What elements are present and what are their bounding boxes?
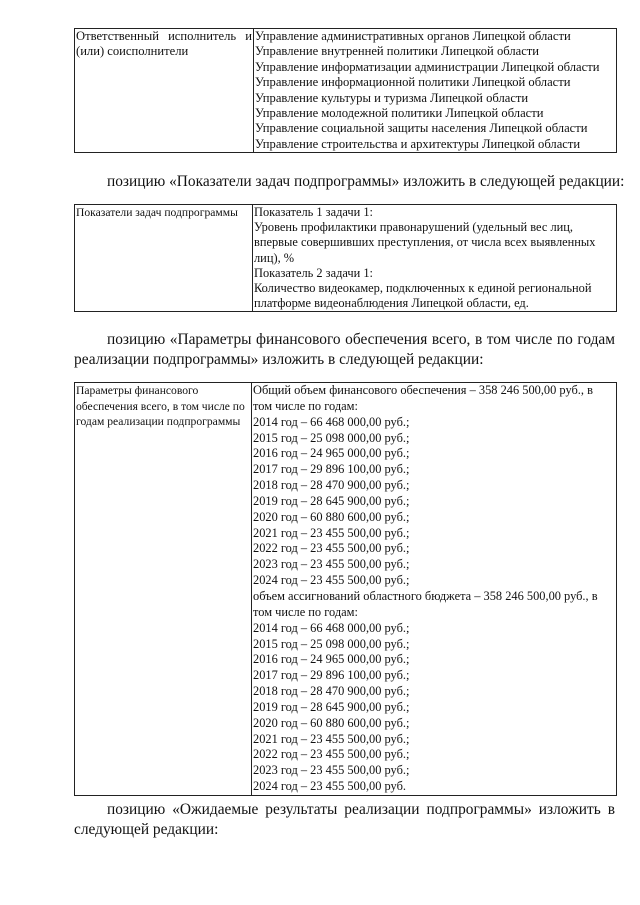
year-line: 2022 год – 23 455 500,00 руб.;	[253, 541, 410, 556]
year-line: 2014 год – 66 468 000,00 руб.;	[253, 414, 410, 429]
year-line: 2018 год – 28 470 900,00 руб.;	[253, 684, 410, 699]
paragraph-expected-results: позицию «Ожидаемые результаты реализации подпрограммы» изложить в следующей редакции:	[74, 801, 615, 838]
finance-content	[252, 383, 617, 796]
year-line: 2015 год – 25 098 000,00 руб.;	[253, 636, 410, 651]
paragraph-indicators: позицию «Показатели задач подпрограммы» изложить в следующей редакции:	[107, 173, 625, 190]
indicators-label: Показатели задач подпрограммы	[75, 205, 253, 312]
year-line: 2022 год – 23 455 500,00 руб.;	[253, 747, 410, 762]
table-row	[75, 29, 617, 153]
list-item: Управление информационной политики Липецкой области	[255, 75, 571, 90]
year-line: 2021 год – 23 455 500,00 руб.;	[253, 525, 410, 540]
list-item: Управление культуры и туризма Липецкой области	[255, 90, 529, 105]
year-line: 2020 год – 60 880 600,00 руб.;	[253, 715, 410, 730]
finance-years-regional	[253, 621, 615, 795]
list-item: Управление информатизации администрации Липецкой области	[255, 59, 600, 74]
indicator-heading: Показатель 2 задачи 1:	[254, 265, 373, 280]
indicator-heading: Показатель 1 задачи 1:	[254, 205, 373, 219]
year-line: 2024 год – 23 455 500,00 руб.;	[253, 573, 410, 588]
finance-table	[74, 382, 617, 796]
table-row	[75, 205, 617, 312]
finance-regional-line: объем ассигнований областного бюджета – 358 246 500,00 руб., в том числе по годам:	[253, 588, 598, 619]
list-item: Управление административных органов Липецкой области	[255, 29, 571, 43]
indicators-table	[74, 204, 617, 312]
finance-years-total	[253, 415, 615, 589]
year-line: 2023 год – 23 455 500,00 руб.;	[253, 557, 410, 572]
year-line: 2023 год – 23 455 500,00 руб.;	[253, 763, 410, 778]
list-item: Управление молодежной политики Липецкой области	[255, 106, 544, 121]
year-line: 2019 год – 28 645 900,00 руб.;	[253, 699, 410, 714]
list-item: Управление социальной защиты населения Липецкой области	[255, 121, 588, 136]
year-line: 2018 год – 28 470 900,00 руб.;	[253, 478, 410, 493]
year-line: 2014 год – 66 468 000,00 руб.;	[253, 620, 410, 635]
finance-total-line: Общий объем финансового обеспечения – 358 246 500,00 руб., в том числе по годам:	[253, 383, 593, 413]
table-row	[75, 383, 617, 796]
year-line: 2016 год – 24 965 000,00 руб.;	[253, 446, 410, 461]
year-line: 2020 год – 60 880 600,00 руб.;	[253, 509, 410, 524]
year-line: 2019 год – 28 645 900,00 руб.;	[253, 493, 410, 508]
executors-table	[74, 28, 617, 153]
year-line: 2017 год – 29 896 100,00 руб.;	[253, 462, 410, 477]
indicators-content	[253, 205, 617, 312]
paragraph-finance: позицию «Параметры финансового обеспечения всего, в том числе по годам реализации подпрограммы» изложить в следующей редакции:	[74, 331, 615, 368]
list-item: Управление внутренней политики Липецкой области	[255, 44, 540, 59]
indicator-text: Количество видеокамер, подключенных к единой региональной платформе видеонаблюдения Липецкой области, ед.	[254, 281, 592, 311]
year-line: 2021 год – 23 455 500,00 руб.;	[253, 731, 410, 746]
executors-label: Ответственный исполнитель и (или) соисполнители	[75, 29, 254, 153]
list-item: Управление строительства и архитектуры Липецкой области	[255, 136, 581, 151]
year-line: 2016 год – 24 965 000,00 руб.;	[253, 652, 410, 667]
year-line: 2017 год – 29 896 100,00 руб.;	[253, 668, 410, 683]
year-line: 2024 год – 23 455 500,00 руб.	[253, 779, 406, 794]
indicator-text: Уровень профилактики правонарушений (удельный вес лиц, впервые совершивших преступления, от числа всех выявленных лиц), %	[254, 220, 596, 265]
year-line: 2015 год – 25 098 000,00 руб.;	[253, 430, 410, 445]
executors-list	[254, 29, 617, 153]
finance-label: Параметры финансового обеспечения всего, в том числе по годам реализации подпрограммы	[75, 383, 252, 796]
